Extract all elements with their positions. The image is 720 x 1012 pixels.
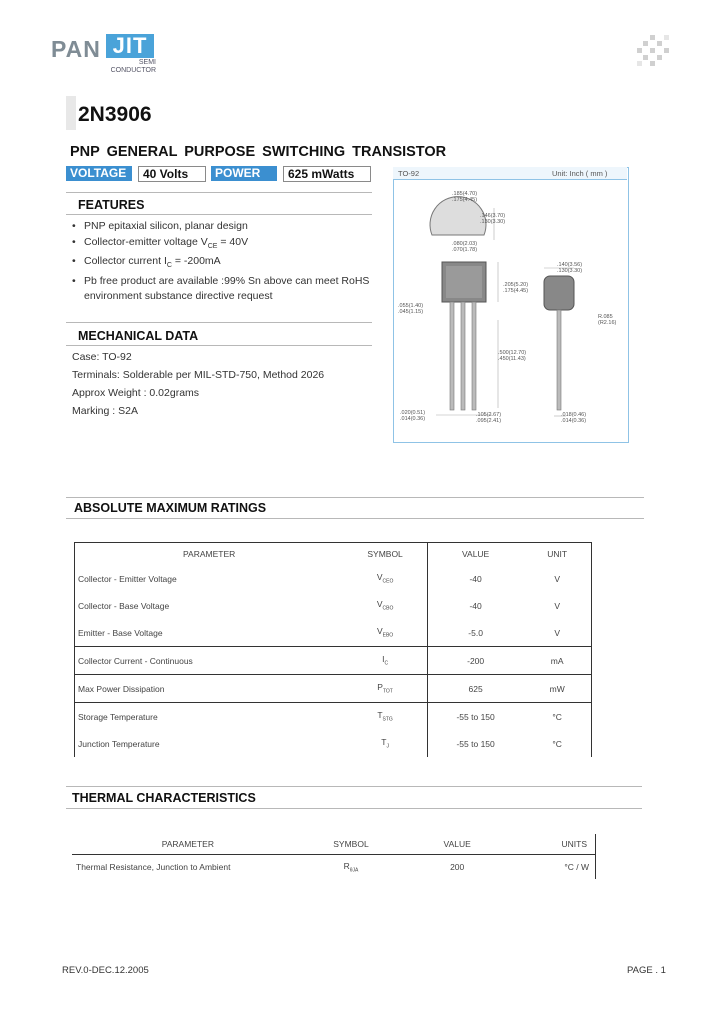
package-name: TO-92 bbox=[398, 169, 420, 178]
dim-lead-width: .020(0.51) .014(0.36) bbox=[400, 410, 426, 422]
dim-lead-length: .500(12.70) .450(11.43) bbox=[498, 350, 527, 362]
mechanical-marking: Marking : S2A bbox=[72, 405, 138, 417]
feature-item: • Collector-emitter voltage $V_{CE} = 40V$ bbox=[72, 235, 372, 255]
features-rule-top bbox=[66, 192, 372, 193]
dim-top-width: .185(4.70) .175(4.45) bbox=[452, 191, 478, 203]
features-list bbox=[72, 219, 372, 305]
lead-3 bbox=[472, 302, 476, 410]
col-symbol: SYMBOL bbox=[343, 543, 427, 566]
thermal-rule-bottom bbox=[66, 808, 642, 809]
features-rule-bottom bbox=[66, 214, 372, 215]
col-unit: UNIT bbox=[523, 543, 591, 566]
power-label: POWER bbox=[211, 166, 277, 181]
abs-max-table bbox=[74, 542, 592, 757]
dim-bottom-span: .105(2.67) .095(2.41) bbox=[476, 412, 502, 424]
product-subtitle: PNP GENERAL PURPOSE SWITCHING TRANSISTOR bbox=[70, 144, 447, 160]
voltage-label: VOLTAGE bbox=[66, 166, 132, 181]
thermal-header-row: PARAMETER SYMBOL VALUE UNITS bbox=[72, 834, 596, 855]
voltage-value: 40 Volts bbox=[138, 166, 206, 182]
mechanical-case: Case: TO-92 bbox=[72, 351, 132, 363]
mechanical-rule-bottom bbox=[66, 345, 372, 346]
mechanical-terminals: Terminals: Solderable per MIL-STD-750, Method 2026 bbox=[72, 369, 325, 381]
table-row: Emitter - Base Voltage $V_{EBO}$ -5.0 V bbox=[75, 619, 592, 647]
abs-max-header-row bbox=[75, 543, 592, 566]
table-row: Collector - Emitter Voltage $V_{CEO}$ -40 V bbox=[75, 565, 592, 592]
logo-brand-right: JIT bbox=[106, 34, 154, 58]
dim-top-side: .146(3.70) .130(3.30) bbox=[480, 213, 506, 225]
dim-radius: R.085 (R2.16) bbox=[598, 314, 617, 326]
dim-flat: .080(2.03) .070(1.78) bbox=[452, 241, 478, 253]
col-value: VALUE bbox=[461, 549, 490, 559]
dim-right-top: .140(3.56) .130(3.30) bbox=[557, 262, 583, 274]
table-row: Max Power Dissipation $P_{TOT}$ 625 mW bbox=[75, 675, 592, 703]
thermal-table bbox=[72, 834, 596, 879]
abs-max-rule-top bbox=[66, 497, 644, 498]
lead-2 bbox=[461, 302, 465, 410]
abs-max-rule-bottom bbox=[66, 518, 644, 519]
title-accent bbox=[66, 96, 76, 130]
logo-subtitle: SEMI CONDUCTOR bbox=[110, 59, 156, 74]
feature-item: • PNP epitaxial silicon, planar design bbox=[72, 219, 372, 235]
features-heading: FEATURES bbox=[78, 198, 145, 212]
lead-1 bbox=[450, 302, 454, 410]
mechanical-rule-top bbox=[66, 322, 372, 323]
side-lead bbox=[557, 310, 561, 410]
thermal-heading: THERMAL CHARACTERISTICS bbox=[72, 791, 256, 805]
col-parameter: PARAMETER bbox=[75, 543, 344, 566]
revision-label: REV.0-DEC.12.2005 bbox=[62, 965, 149, 976]
page-number: PAGE . 1 bbox=[627, 965, 666, 976]
package-units: Unit: Inch ( mm ) bbox=[552, 169, 608, 178]
table-row: Collector Current - Continuous $I_C$ -200 mA bbox=[75, 647, 592, 675]
logo-brand-left: PAN bbox=[51, 36, 101, 62]
feature-item: • Collector current $I_C = -200mA$ bbox=[72, 254, 372, 274]
part-number: 2N3906 bbox=[78, 103, 152, 126]
table-row: Storage Temperature $T_{STG}$ -55 to 150 °C bbox=[75, 703, 592, 731]
mechanical-weight: Approx Weight : 0.02grams bbox=[72, 387, 200, 399]
abs-max-heading: ABSOLUTE MAXIMUM RATINGS bbox=[74, 501, 267, 515]
power-value: 625 mWatts bbox=[283, 166, 371, 182]
side-view-body bbox=[544, 276, 574, 310]
table-row: Junction Temperature $T_J$ -55 to 150 °C bbox=[75, 730, 592, 757]
mechanical-heading: MECHANICAL DATA bbox=[78, 329, 199, 343]
dim-lead-pitch: .055(1.40) .045(1.15) bbox=[398, 303, 424, 315]
table-row: Collector - Base Voltage $V_{CBO}$ -40 V bbox=[75, 592, 592, 619]
dim-right-bottom: .018(0.46) .014(0.36) bbox=[561, 412, 587, 424]
dim-body-height: .205(5.20) .175(4.45) bbox=[503, 282, 529, 294]
feature-item: • Pb free product are available :99% Sn above can meet RoHS environment substance directive request bbox=[72, 274, 372, 305]
thermal-rule-top bbox=[66, 786, 642, 787]
table-row: Thermal Resistance, Junction to Ambient $R_{\theta JA}$ 200 °C / W bbox=[72, 855, 596, 880]
corner-dots-decoration bbox=[637, 35, 669, 67]
